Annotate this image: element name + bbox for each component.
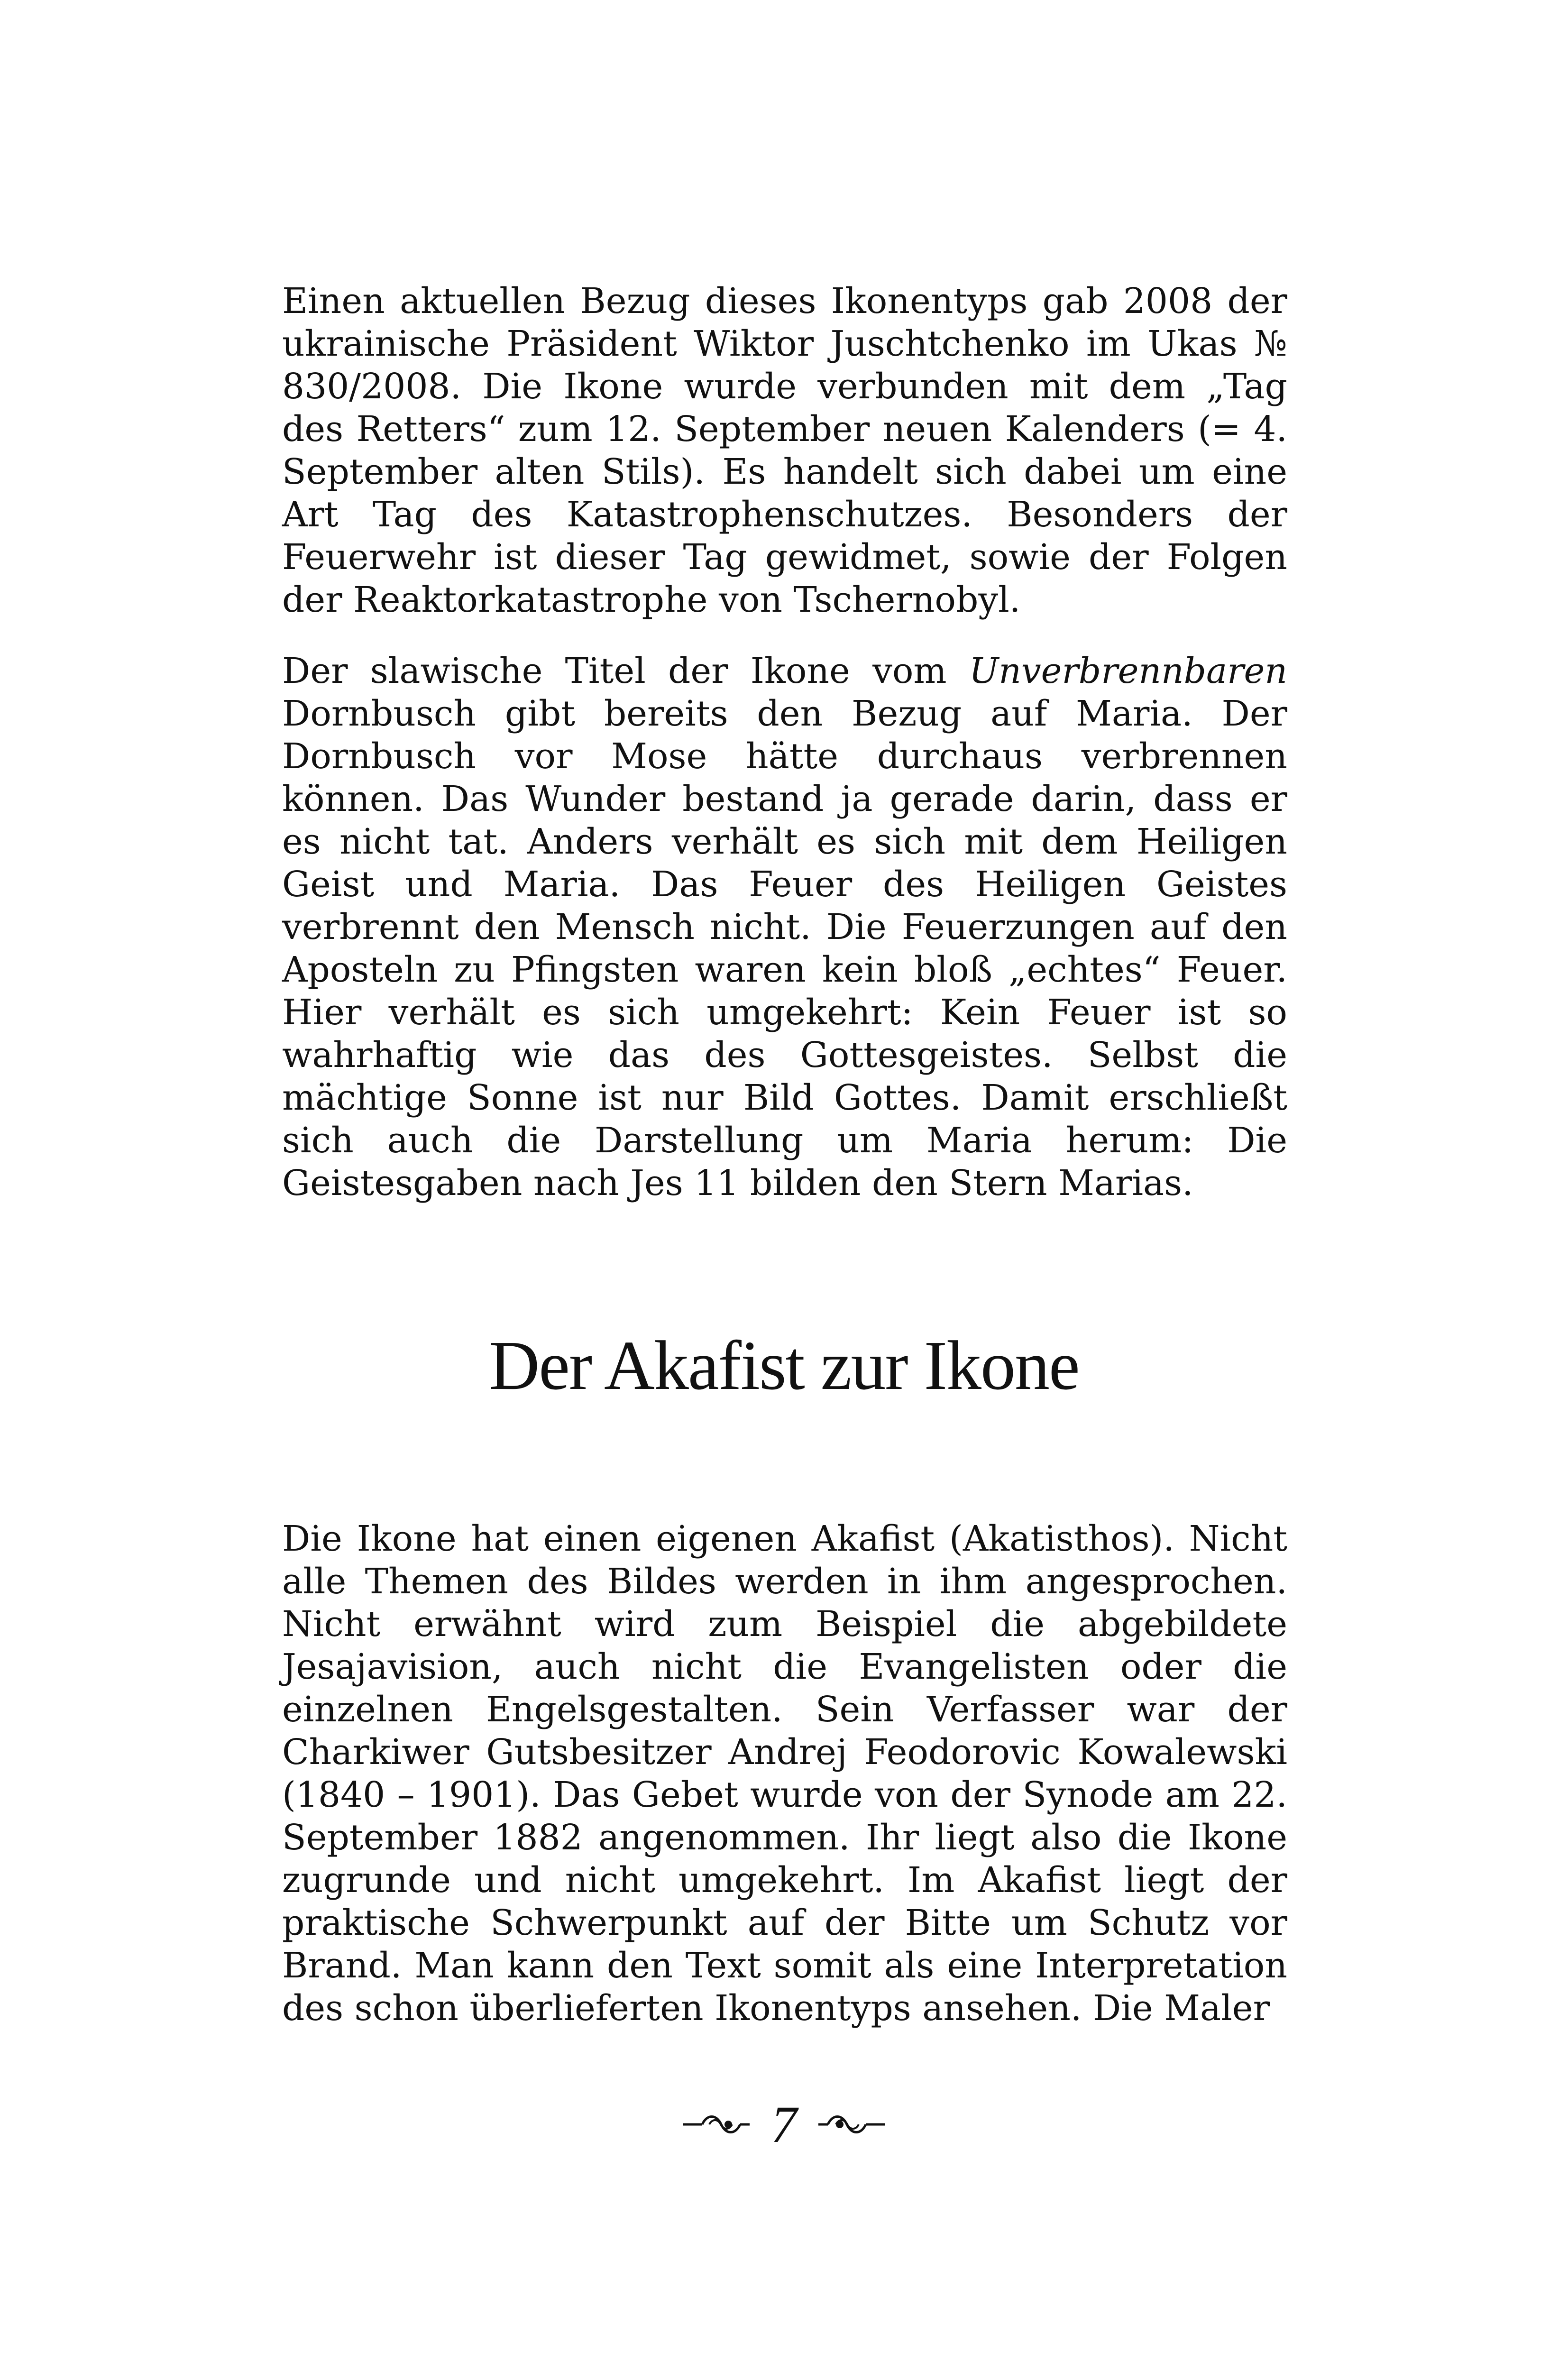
paragraph-2 [282, 650, 1287, 1204]
paragraph-3: Die Ikone hat einen eigenen Akafist (Akatisthos). Nicht alle Themen des Bildes werden in ihm angesprochen. Nicht erwähnt wird zum Beispiel die abgebildete Jesajavision, auch nicht die Evangelisten oder die einzelnen Engelsgestalten. Sein Verfasser war der Charkiwer Gutsbesitzer Andrej Feodorovic Kowalewski (1840 – 1901). Das Gebet wurde von der Synode am 22. September 1882 angenommen. Ihr liegt also die Ikone zugrunde und nicht umgekehrt. Im Akafist liegt der praktische Schwerpunkt auf der Bitte um Schutz vor Brand. Man kann den Text somit als eine Interpretation des schon überlieferten Ikonentyps ansehen. Die Maler [282, 1518, 1287, 2029]
page-footer [0, 2096, 1568, 2153]
paragraph-2-start: Der slawische Titel der Ikone vom [282, 651, 969, 691]
paragraph-1: Einen aktuellen Bezug dieses Ikonentyps gab 2008 der ukrainische Präsident Wiktor Juschtchenko im Ukas № 830/2008. Die Ikone wurde verbunden mit dem „Tag des Retters“ zum 12. September neuen Kalenders (= 4. September alten Stils). Es handelt sich dabei um eine Art Tag des Katastrophenschutzes. Besonders der Feuerwehr ist dieser Tag gewidmet, sowie der Folgen der Reaktorkatastrophe von Tschernobyl. [282, 281, 1287, 620]
paragraph-2-rest: Dornbusch gibt bereits den Bezug auf Maria. Der Dornbusch vor Mose hätte durchaus verbrennen können. Das Wunder bestand ja gerade darin, dass er es nicht tat. Anders verhält es sich mit dem Heiligen Geist und Maria. Das Feuer des Heiligen Geistes verbrennt den Mensch nicht. Die Feuerzungen auf den Aposteln zu Pfingsten waren kein bloß „echtes“ Feuer. Hier verhält es sich umgekehrt: Kein Feuer ist so wahrhaftig wie das des Gottesgeistes. Selbst die mächtige Sonne ist nur Bild Gottes. Damit erschließt sich auch die Darstellung um Maria herum: Die Geistesgaben nach Jes 11 bilden den Stern Marias. [282, 693, 1287, 1204]
paragraph-2-emphasis: Unverbrennbaren [969, 651, 1287, 691]
ornament-right-icon [816, 2110, 887, 2139]
section-heading: Der Akafist zur Ikone [489, 1327, 1079, 1405]
ornament-left-icon [681, 2110, 752, 2139]
page-number: 7 [771, 2095, 797, 2153]
